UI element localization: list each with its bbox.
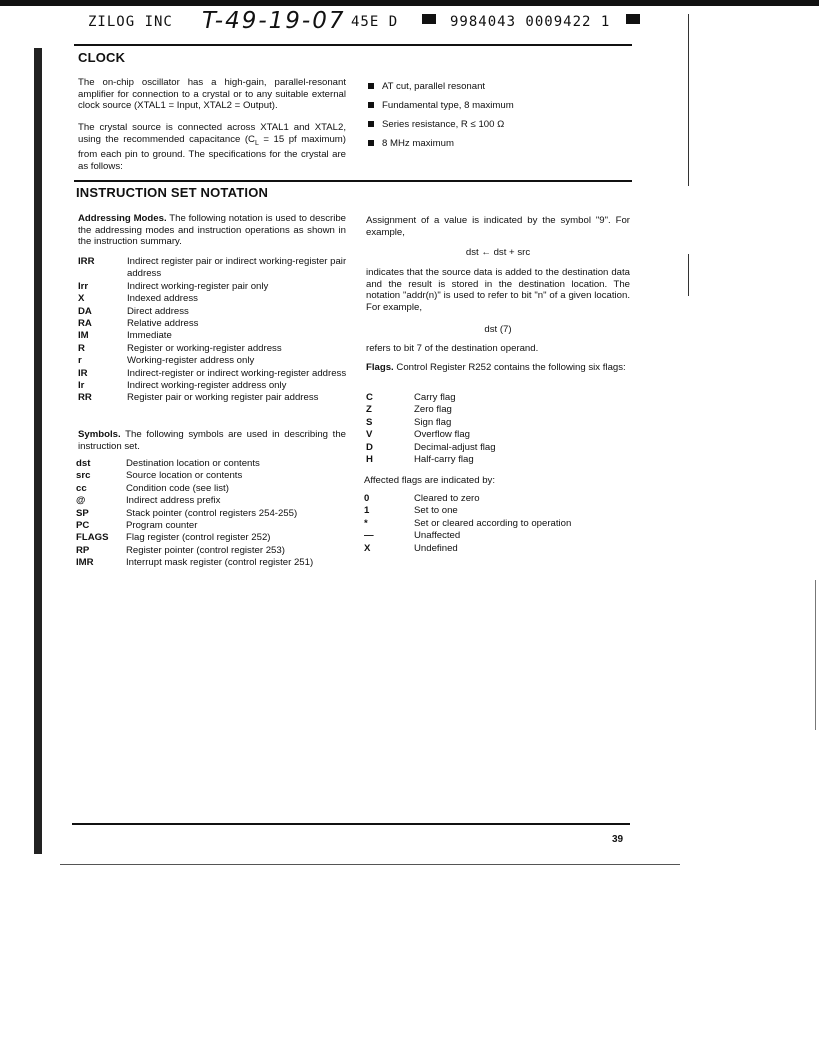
flag-key: C <box>366 392 373 403</box>
mode-desc: Indexed address <box>127 293 198 305</box>
flag-desc: Decimal-adjust flag <box>414 441 496 453</box>
clock-title: CLOCK <box>78 50 126 65</box>
symbol-desc: Program counter <box>126 520 198 532</box>
flag-desc: Half-carry flag <box>414 454 474 466</box>
mode-desc: Indirect working-register address only <box>127 380 287 392</box>
handwritten-code: T-49-19-07 <box>202 8 346 34</box>
affected-key: * <box>364 517 368 529</box>
symbol-desc: Interrupt mask register (control register 251) <box>126 557 314 569</box>
flags-list <box>366 392 630 466</box>
flags-lead: Flags. <box>366 362 394 373</box>
affected-flags-list <box>364 493 630 555</box>
affected-desc: Set to one <box>414 505 458 517</box>
barcode-number: 9984043 0009422 1 <box>450 14 611 30</box>
mode-desc: Immediate <box>127 330 172 342</box>
addressing-text: The following notation is used to describe the addressing modes and instruction operations as shown in the instruction summary. <box>78 213 346 248</box>
top-border <box>0 0 819 6</box>
notation-title: INSTRUCTION SET NOTATION <box>76 185 269 200</box>
crystal-spec-list <box>368 81 628 157</box>
symbols-lead: Symbols. <box>78 429 121 440</box>
mode-desc: Indirect-register or indirect working-register address <box>127 367 347 379</box>
mode-desc: Working-register address only <box>127 355 255 367</box>
page-header <box>88 10 648 40</box>
addressing-intro <box>78 213 346 248</box>
header-rule <box>74 44 632 46</box>
mode-key: IM <box>78 330 89 342</box>
affected-key: 1 <box>364 505 370 517</box>
assignment-example: dst ← dst + src <box>465 247 531 258</box>
addressing-lead: Addressing Modes. <box>78 213 167 224</box>
mode-key: Ir <box>78 380 85 392</box>
scan-edge-line <box>815 580 816 730</box>
assignment-text: Assignment of a value is indicated by the symbol "9". For example, <box>366 215 630 238</box>
affected-desc: Cleared to zero <box>414 493 480 504</box>
symbol-key: @ <box>76 495 86 507</box>
flags-intro <box>366 362 630 374</box>
symbol-desc: Register pointer (control register 253) <box>126 544 285 556</box>
footer-rule <box>72 823 630 825</box>
symbol-key: RP <box>76 544 90 556</box>
affected-key: X <box>364 542 371 554</box>
symbol-desc: Source location or contents <box>126 470 243 482</box>
flag-desc: Sign flag <box>414 416 452 428</box>
flag-key: V <box>366 429 373 441</box>
section-rule <box>74 180 632 182</box>
mode-key: r <box>78 355 82 367</box>
symbol-key: src <box>76 470 91 482</box>
mode-key: IR <box>78 367 88 379</box>
symbol-desc: Stack pointer (control registers 254-255) <box>126 507 298 519</box>
bit-example: dst (7) <box>484 324 512 335</box>
mode-key: RR <box>78 392 92 404</box>
symbols-intro <box>78 429 346 452</box>
affected-intro: Affected flags are indicated by: <box>364 475 496 486</box>
symbols-list <box>76 458 346 570</box>
symbol-desc: Indirect address prefix <box>126 495 221 507</box>
black-block-icon <box>422 14 436 24</box>
spec-item: Series resistance, R ≤ 100 Ω <box>368 119 628 138</box>
mode-desc: Register or working-register address <box>127 342 282 354</box>
scan-bottom-line <box>60 864 680 865</box>
symbol-key: SP <box>76 507 89 519</box>
symbol-desc: Flag register (control register 252) <box>126 532 271 544</box>
flag-desc: Zero flag <box>414 404 452 416</box>
page-number: 39 <box>612 834 624 845</box>
flag-key: D <box>366 441 373 453</box>
affected-desc: Set or cleared according to operation <box>414 517 572 529</box>
affected-key: 0 <box>364 493 370 504</box>
mode-key: X <box>78 293 85 305</box>
flag-desc: Overflow flag <box>414 429 470 441</box>
symbol-key: IMR <box>76 557 94 569</box>
flags-text: Control Register R252 contains the following six flags: <box>393 362 626 373</box>
mode-key: IRR <box>78 256 95 267</box>
symbol-key: dst <box>76 458 91 469</box>
indicates-text: indicates that the source data is added to the destination data and the result is stored in the destination location. The notation "addr(n)" is used to refer to bit "n" of a given location. For example, <box>366 267 630 313</box>
black-block-end-icon <box>626 14 640 24</box>
mode-desc: Register pair or working register pair address <box>127 392 319 404</box>
mode-desc: Direct address <box>127 305 189 317</box>
refers-text: refers to bit 7 of the destination operand. <box>366 343 539 354</box>
addressing-modes-list <box>78 256 348 405</box>
right-margin-line <box>688 14 689 186</box>
symbol-key: cc <box>76 482 87 494</box>
clock-paragraph-1: The on-chip oscillator has a high-gain, parallel-resonant amplifier for connection to a crystal or to any suitable external clock source (XTAL1 = Input, XTAL2 = Output). <box>78 77 346 112</box>
symbol-key: FLAGS <box>76 532 109 544</box>
symbol-desc: Condition code (see list) <box>126 482 229 494</box>
flag-key: Z <box>366 404 372 416</box>
affected-key: — <box>364 530 374 542</box>
header-code: 45E D <box>351 14 399 30</box>
mode-desc: Relative address <box>127 318 199 330</box>
spec-item: AT cut, parallel resonant <box>368 81 628 100</box>
mode-key: DA <box>78 305 92 317</box>
company-name: ZILOG INC <box>88 14 173 30</box>
mode-key: RA <box>78 318 92 330</box>
mode-desc: Indirect working-register pair only <box>127 280 269 292</box>
right-margin-line-2 <box>688 254 689 296</box>
spec-item: Fundamental type, 8 maximum <box>368 100 628 119</box>
mode-desc: Indirect register pair or indirect working-register pair address <box>127 256 347 280</box>
flag-desc: Carry flag <box>414 392 456 403</box>
mode-key: R <box>78 342 85 354</box>
spec-item: 8 MHz maximum <box>368 138 628 157</box>
affected-desc: Undefined <box>414 542 458 554</box>
clock-paragraph-2: The crystal source is connected across XTAL1 and XTAL2, using the recommended capacitance ($C_L = 15$ pf maximum) from each pin to ground. The specifications for the crystal are as follows: <box>78 122 346 172</box>
binding-edge <box>34 48 42 854</box>
symbols-text: The following symbols are used in describing the instruction set. <box>78 429 346 452</box>
mode-key: Irr <box>78 280 89 292</box>
flag-key: H <box>366 454 373 466</box>
symbol-key: PC <box>76 520 90 532</box>
flag-key: S <box>366 416 373 428</box>
affected-desc: Unaffected <box>414 530 461 542</box>
symbol-desc: Destination location or contents <box>126 458 260 469</box>
